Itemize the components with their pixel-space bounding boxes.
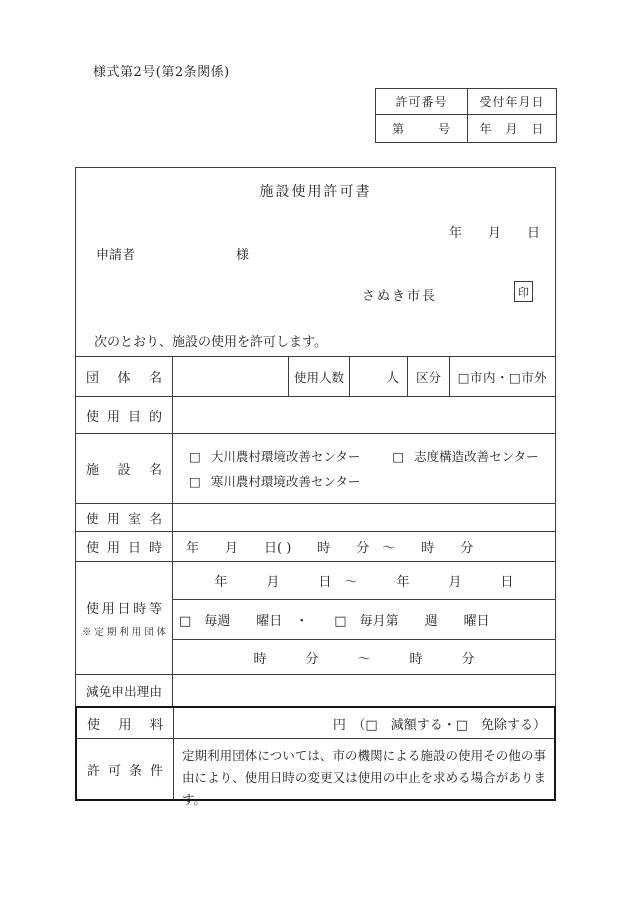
schedule-period: 年 月 日 ～ 年 月 日 (214, 575, 514, 590)
schedule-values (173, 562, 555, 674)
receipt-date-header: 受付年月日 (467, 89, 556, 114)
schedule-recurrence: □ 毎週 曜日 ・ □ 毎月第 週 曜日 (173, 599, 555, 639)
facility-option-label: 志度構造改善センター (414, 449, 539, 464)
document-header (76, 168, 555, 356)
permit-number-prefix: 第 (392, 122, 406, 136)
facility-options (173, 434, 555, 503)
conditions-label: 許可条件 (87, 763, 163, 779)
form-label: 様式第2号(第2条関係) (93, 65, 230, 80)
room-row (76, 503, 555, 531)
applicant-label: 申請者 (96, 248, 136, 263)
datetime-value: 年 月 日( ) 時 分 ～ 時 分 (186, 541, 474, 556)
checkbox-icon: □ (189, 448, 201, 464)
applicant-honorific: 様 (236, 248, 250, 263)
category-header: 区分 (407, 357, 449, 396)
permit-table-value-row (376, 114, 556, 142)
seal-icon: 印 (514, 281, 533, 302)
category-options: □市内・□市外 (449, 357, 555, 396)
room-value (173, 504, 555, 531)
schedule-time-range: 時 分 ～ 時 分 (173, 639, 555, 674)
purpose-label: 使用目的 (86, 409, 162, 425)
purpose-label-cell (76, 397, 173, 433)
permit-table-header-row (376, 89, 556, 114)
facility-option (189, 472, 360, 490)
permit-number-header: 許可番号 (395, 95, 448, 109)
datetime-label: 使用日時 (86, 541, 162, 556)
checkbox-icon: □ (189, 473, 201, 489)
datetime-label-cell (76, 532, 173, 561)
purpose-row (76, 396, 555, 433)
exemption-row (76, 674, 555, 706)
permission-notice: 次のとおり、施設の使用を許可します。 (94, 335, 327, 350)
issue-date-line: 年 月 日 (448, 226, 540, 241)
permit-number-suffix: 号 (437, 122, 451, 136)
checkbox-icon: □ (392, 448, 405, 464)
receipt-date-value: 年 月 日 (467, 115, 556, 142)
facility-label-cell (76, 434, 173, 503)
exemption-value (173, 675, 555, 706)
fee-label-cell (77, 708, 174, 738)
room-label-cell (76, 504, 173, 531)
purpose-value (173, 397, 555, 433)
datetime-row (76, 531, 555, 561)
document-title: 施設使用許可書 (259, 184, 372, 200)
schedule-row (76, 561, 555, 674)
people-count-unit: 人 (349, 357, 407, 396)
fee-label: 使用料 (87, 717, 163, 733)
facility-options-line2 (189, 472, 555, 490)
group-name-label: 団体名 (86, 371, 162, 386)
room-label: 使用室名 (86, 510, 162, 526)
conditions-text: 定期利用団体については、市の機関による施設の使用その他の事由により、使用日時の変更又は使用の中止を求める場合があります。 (182, 748, 546, 807)
permit-form-table (75, 167, 556, 807)
schedule-label: 使用日時等 (86, 602, 162, 617)
mayor-name: さぬき市長 (362, 289, 438, 304)
fee-row (77, 708, 554, 738)
facility-label: 施設名 (86, 463, 162, 478)
facility-row (76, 433, 555, 503)
facility-option (189, 447, 360, 465)
schedule-note: ※定期利用団体 (82, 627, 166, 638)
group-name-value (173, 357, 288, 396)
conditions-label-cell (77, 739, 174, 799)
group-name-row (76, 356, 555, 396)
exemption-label: 減免申出理由 (86, 683, 162, 699)
schedule-label-cell (76, 562, 173, 674)
facility-option (392, 447, 538, 465)
people-count-header: 使用人数 (288, 357, 349, 396)
fee-value: 円 （□ 減額する・□ 免除する） (332, 717, 546, 733)
facility-option-label: 大川農村環境改善センター (210, 449, 361, 464)
facility-option-label: 寒川農村環境改善センター (210, 474, 361, 489)
permit-number-table (375, 88, 557, 143)
fee-conditions-section (75, 706, 556, 807)
group-name-label-cell (76, 357, 173, 396)
exemption-label-cell (76, 675, 173, 706)
conditions-row (77, 738, 554, 807)
facility-options-line1 (189, 447, 555, 465)
permit-number-value (376, 115, 467, 142)
